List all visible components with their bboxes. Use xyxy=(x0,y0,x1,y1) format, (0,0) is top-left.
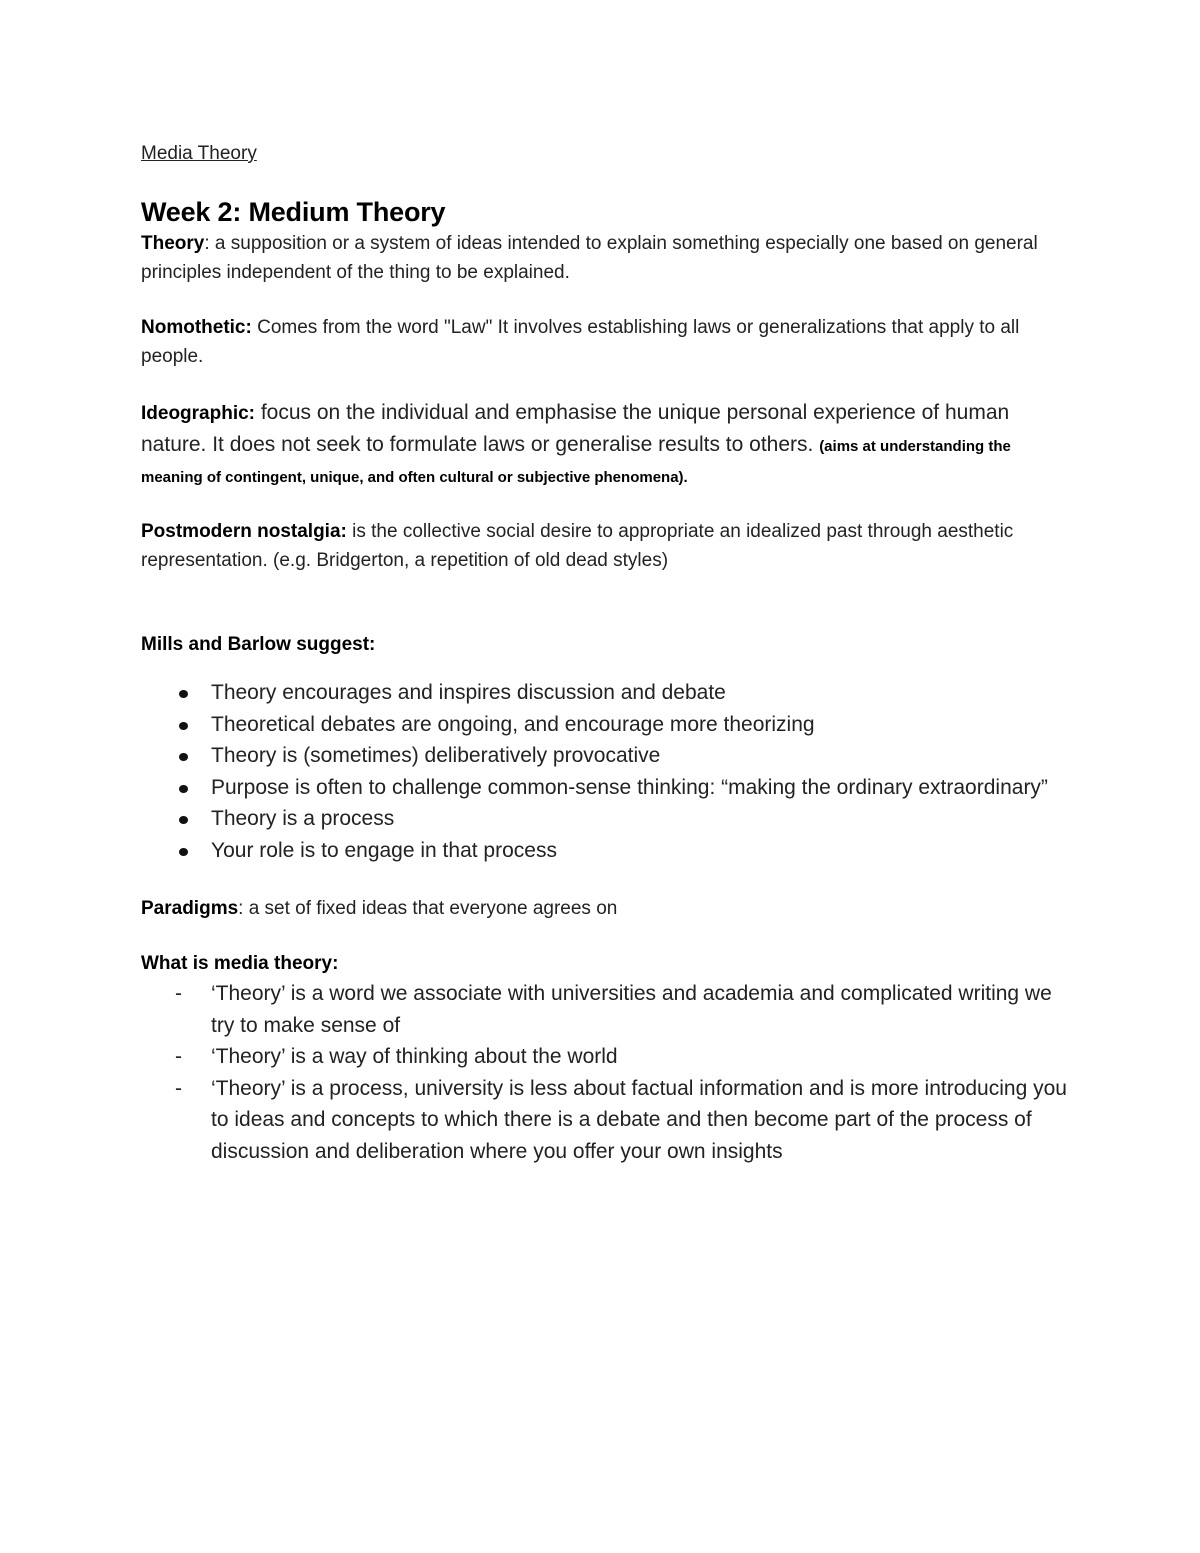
bullet-icon xyxy=(179,690,188,698)
page-title: Week 2: Medium Theory xyxy=(141,197,446,227)
term-ideographic: Ideographic: xyxy=(141,403,256,424)
list-item xyxy=(141,1073,1071,1168)
term-theory: Theory xyxy=(141,233,205,254)
list-item-text: ‘Theory’ is a way of thinking about the world xyxy=(211,1045,618,1068)
list-item-text: Theory is (sometimes) deliberatively provocative xyxy=(211,744,661,767)
list-item-text: Purpose is often to challenge common-sense thinking: “making the ordinary extraordinary” xyxy=(211,775,1048,799)
term-paradigms: Paradigms xyxy=(141,898,239,919)
list-item-text: Theory is a process xyxy=(211,807,395,830)
definition-theory-text: : a supposition or a system of ideas intended to explain something especially one based on general principles independent of the thing to be explained. xyxy=(141,233,1038,283)
list-item xyxy=(141,677,1071,709)
definition-ideographic-note: (aims at understanding the meaning of contingent, unique, and often cultural or subjective phenomena). xyxy=(141,438,1011,486)
list-item-text: Theory encourages and inspires discussion and debate xyxy=(211,681,726,704)
definition-ideographic xyxy=(141,397,1071,491)
list-item-text: ‘Theory’ is a process, university is less about factual information and is more introducing you to ideas and concepts to which there is a debate and then become part of the process of discussion and deliberation where you offer your own insights xyxy=(211,1076,1067,1163)
definition-nomothetic-text: Comes from the word "Law" It involves establishing laws or generalizations that apply to all people. xyxy=(141,317,1020,367)
definition-postmodern-nostalgia xyxy=(141,517,1071,575)
definition-paradigms xyxy=(141,894,1071,923)
list-item-text: Theoretical debates are ongoing, and encourage more theorizing xyxy=(211,712,815,736)
list-item xyxy=(141,978,1071,1041)
mills-barlow-heading xyxy=(141,630,1071,659)
definition-postmodern-nostalgia-text: is the collective social desire to appropriate an idealized past through aesthetic representation. (e.g. Bridgerton, a repetition of old dead styles) xyxy=(141,521,1014,571)
bullet-icon xyxy=(179,848,188,856)
bullet-icon xyxy=(179,753,188,761)
what-is-media-theory-heading xyxy=(141,949,1071,978)
list-item xyxy=(141,1041,1071,1073)
document-label: Media Theory xyxy=(141,143,257,164)
list-item xyxy=(141,709,1071,741)
what-is-media-theory-list xyxy=(141,978,1071,1167)
term-nomothetic: Nomothetic: xyxy=(141,317,252,338)
list-item xyxy=(141,835,1071,867)
definition-theory xyxy=(141,229,1071,287)
mills-barlow-list xyxy=(141,677,1071,866)
dash-icon: - xyxy=(175,1076,182,1100)
list-item xyxy=(141,803,1071,835)
bullet-icon xyxy=(179,722,188,730)
document-page xyxy=(141,140,1071,1167)
list-item-text: ‘Theory’ is a word we associate with universities and academia and complicated writing we try to make sense of xyxy=(211,982,1052,1037)
term-postmodern-nostalgia: Postmodern nostalgia: xyxy=(141,521,347,542)
bullet-icon xyxy=(179,816,188,824)
list-item xyxy=(141,740,1071,772)
dash-icon: - xyxy=(175,1045,182,1068)
list-item-text: Your role is to engage in that process xyxy=(211,838,557,862)
list-item xyxy=(141,772,1071,804)
definition-paradigms-text: : a set of fixed ideas that everyone agrees on xyxy=(238,898,618,919)
bullet-icon xyxy=(179,785,188,793)
definition-ideographic-text: focus on the individual and emphasise the unique personal experience of human nature. It does not seek to formulate laws or generalise results to others. xyxy=(141,401,1010,456)
what-is-media-theory-heading-text: What is media theory: xyxy=(141,953,339,974)
definition-nomothetic xyxy=(141,313,1071,371)
dash-icon: - xyxy=(175,982,182,1005)
mills-barlow-heading-text: Mills and Barlow suggest: xyxy=(141,634,376,655)
